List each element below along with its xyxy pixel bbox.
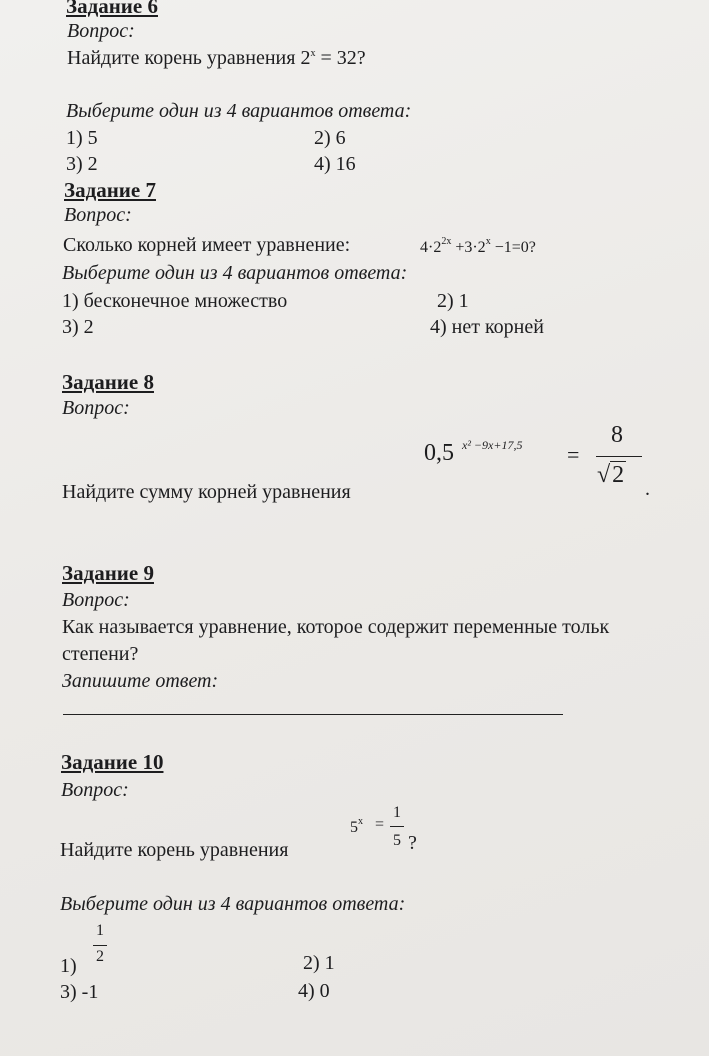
task10-choose: Выберите один из 4 вариантов ответа: [60,893,406,915]
task10-qmark: ? [408,832,417,854]
task7-option-4[interactable]: 4) нет корней [430,316,544,338]
task7-qmark: ? [528,239,536,256]
task7-eq-part2: +3·2 [455,239,486,256]
task6-option-4[interactable]: 4) 16 [314,153,356,175]
task10-exp: x [358,816,363,827]
task7-choose: Выберите один из 4 вариантов ответа: [62,262,408,284]
task8-radicand: 2 [612,462,625,488]
task8-denominator [597,462,626,489]
task6-question [67,47,366,70]
task7-eq-exp2: x [485,236,491,247]
task6-option-3[interactable]: 3) 2 [66,153,98,175]
task7-option-3[interactable]: 3) 2 [62,316,94,338]
task6-rhs: = 32? [320,47,366,69]
task7-eq-part3: −1=0 [494,239,529,256]
task7-equation [420,236,536,257]
task7-eq-part1: 4·2 [420,239,442,256]
task10-den: 5 [393,832,401,849]
task6-exp: x [310,48,316,59]
task8-radical-sign: √ [597,462,611,488]
task8-fraction-bar [596,456,642,457]
task7-prompt: Сколько корней имеет уравнение: [63,234,351,256]
task10-option-2[interactable]: 2) 1 [303,952,335,974]
task10-option-1-label[interactable]: 1) [60,955,77,977]
task6-prompt: Найдите корень уравнения [67,47,296,69]
task10-base: 5$^x$ [350,816,363,836]
task10-eqsign: = [375,816,385,833]
task9-answer-line[interactable] [63,714,563,715]
task6-heading: Задание 6 [66,0,158,18]
task10-question-label: Вопрос: [61,779,129,801]
task7-option-1[interactable]: 1) бесконечное множество [62,290,288,312]
task6-base: 2 [300,47,311,69]
task6-choose: Выберите один из 4 вариантов ответа: [66,100,412,122]
task10-fraction-bar [390,826,404,827]
task9-question-label: Вопрос: [62,589,130,611]
task7-eq-exp1: 2x [441,236,452,247]
task8-eqsign: = [567,442,580,467]
task7-option-2[interactable]: 2) 1 [437,290,469,312]
task6-option-1[interactable]: 1) 5 [66,127,98,149]
task10-heading: Задание 10 [61,750,164,774]
task9-heading: Задание 9 [62,561,154,585]
task10-prompt: Найдите корень уравнения [60,839,289,861]
task7-question-label: Вопрос: [64,204,132,226]
task9-write-label: Запишите ответ: [62,670,219,692]
task10-option-1-den: 2 [96,948,104,965]
task10-option-1-bar [93,945,107,946]
task8-question-label: Вопрос: [62,397,130,419]
task6-question-label: Вопрос: [67,20,135,42]
task9-question-line2: степени? [62,643,139,665]
task6-option-2[interactable]: 2) 6 [314,127,346,149]
task10-num: 1 [393,804,401,821]
task8-base: 0,5 [424,440,454,466]
task8-prompt: Найдите сумму корней уравнения [62,481,351,503]
task10-option-4[interactable]: 4) 0 [298,980,330,1002]
task8-dot: . [645,478,650,500]
task10-option-3[interactable]: 3) -1 [60,981,99,1003]
task9-question-line1: Как называется уравнение, которое содержит переменные тольк [62,616,610,638]
task7-heading: Задание 7 [64,178,156,202]
task8-heading: Задание 8 [62,370,154,394]
task10-option-1-num: 1 [96,922,104,939]
task8-exp: x² −9x+17,5 [462,438,523,452]
task8-numerator: 8 [611,422,623,448]
